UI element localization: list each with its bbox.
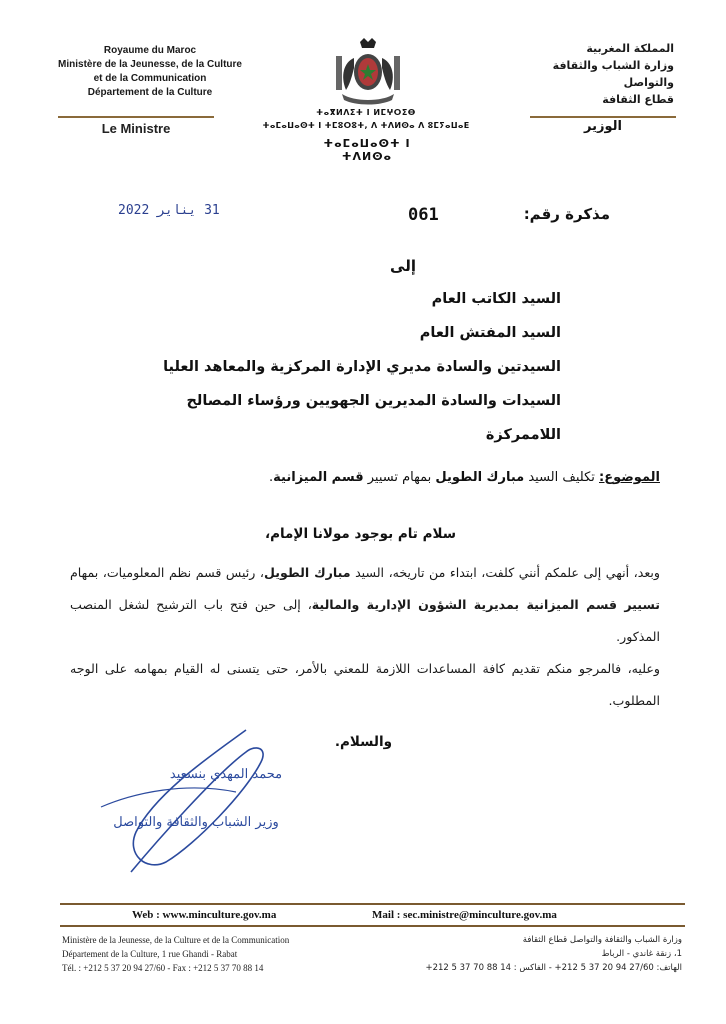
- letter-body: [70, 557, 660, 717]
- date-stamp: 31 يناير 2022: [118, 203, 220, 218]
- body-paragraph: وعليه، فالمرجو منكم تقديم كافة المساعدات اللازمة للمعني بالأمر، حتى يتسنى له القيام بمهامه على الوجه المطلوب.: [70, 661, 660, 708]
- body-person: مبارك الطويل: [263, 565, 351, 580]
- ar-minister-title: الوزير: [584, 119, 622, 134]
- fr-header-line: et de la Communication: [93, 73, 207, 84]
- footer-line: Département de la Culture, 1 rue Ghandi - Rabat: [62, 949, 238, 959]
- footer-line: وزارة الشباب والثقافة والتواصل قطاع الثقافة: [522, 935, 682, 945]
- arabic-header: [474, 40, 674, 108]
- subject-person: مبارك الطويل: [435, 470, 525, 485]
- fr-header-line: Département de la Culture: [87, 87, 213, 98]
- body-paragraph: [70, 557, 660, 653]
- footer-line: الهاتف: 27/60 94 20 37 5 212+ - الفاكس : 14 88 70 37 5 212+: [425, 963, 682, 973]
- recipient-line: السيدات والسادة المديرين الجهويين ورؤساء المصالح اللاممركزة: [186, 393, 561, 443]
- body-text: وبعد، أنهي إلى علمكم أنني كلفت، ابتداء من تاريخه، السيد: [350, 565, 660, 580]
- ar-header-divider: [530, 116, 676, 118]
- recipient-line: السيد الكاتب العام: [431, 291, 561, 307]
- footer-arabic: [382, 933, 682, 975]
- coat-of-arms-icon: [330, 38, 406, 108]
- body-text: ، إلى حين فتح باب الترشيح لشغل المنصب المذكور.: [70, 597, 660, 644]
- subject-text: تكليف السيد: [524, 470, 599, 485]
- fr-minister-title: Le Ministre: [101, 121, 171, 136]
- subject-text: بمهام تسيير: [363, 470, 436, 485]
- fr-header-line: Royaume du Maroc: [103, 45, 197, 56]
- ar-header-line: وزارة الشباب والثقافة: [552, 59, 674, 72]
- fr-header-line: Ministère de la Jeunesse, de la Culture: [58, 59, 242, 70]
- footer-divider: [60, 925, 685, 927]
- ar-header-line: قطاع الثقافة: [602, 93, 674, 106]
- signature-name: محمد المهدي بنسعيد: [169, 767, 283, 782]
- greeting: سلام تام بوجود مولانا الإمام،: [264, 526, 456, 542]
- memo-label: مذكرة رقم:: [523, 205, 610, 223]
- subject-line: [269, 470, 660, 485]
- footer-line: Ministère de la Jeunesse, de la Culture et de la Communication: [62, 935, 290, 945]
- recipient-line: السيدتين والسادة مديري الإدارة المركزية والمعاهد العليا: [163, 359, 561, 375]
- ar-header-line: المملكة المغربية: [586, 42, 674, 55]
- body-text: ، رئيس قسم نظم المعلوميات، بمهام: [70, 565, 264, 580]
- addressee-label: إلى: [390, 257, 416, 275]
- subject-label: الموضوع:: [599, 470, 660, 485]
- subject-text: .: [269, 470, 274, 485]
- recipient-line: السيد المفتش العام: [419, 325, 561, 341]
- memo-number: 061: [408, 205, 439, 225]
- footer-french: [62, 933, 382, 975]
- signature-title: وزير الشباب والثقافة والتواصل: [113, 815, 279, 830]
- fr-header-divider: [58, 116, 214, 118]
- closing: والسلام.: [334, 734, 392, 750]
- tifinagh-line: ⵜⴰⵎⴰⵡⴰⵙⵜ ⵏ ⵜⴷⵍⵙⴰ: [323, 137, 411, 163]
- footer-divider: [60, 903, 685, 905]
- tifinagh-line: ⵜⴰⵎⴰⵡⴰⵙⵜ ⵏ ⵜⵎⵓⵔⵓⵜ, ⴷ ⵜⴷⵍⵙⴰ ⴷ ⵓⵎⵢⴰⵡⴰⴹ: [262, 121, 470, 130]
- french-header: [40, 44, 260, 100]
- footer-line: Tél. : +212 5 37 20 94 27/60 - Fax : +212 5 37 70 88 14: [62, 963, 264, 973]
- recipient-list: [141, 282, 561, 443]
- email-link[interactable]: Mail : sec.ministre@minculture.gov.ma: [372, 909, 557, 921]
- body-role: تسيير قسم الميزانية بمديرية الشؤون الإدارية والمالية: [311, 597, 660, 612]
- website-link[interactable]: Web : www.minculture.gov.ma: [132, 909, 277, 921]
- subject-department: قسم الميزانية: [273, 470, 364, 485]
- footer-line: 1، زنقة غاندي - الرباط: [601, 949, 682, 959]
- ar-header-line: والتواصل: [623, 76, 674, 89]
- signature: [96, 722, 296, 887]
- tifinagh-line: ⵜⴰⴳⵍⴷⵉⵜ ⵏ ⵍⵎⵖⵔⵉⴱ: [316, 108, 416, 117]
